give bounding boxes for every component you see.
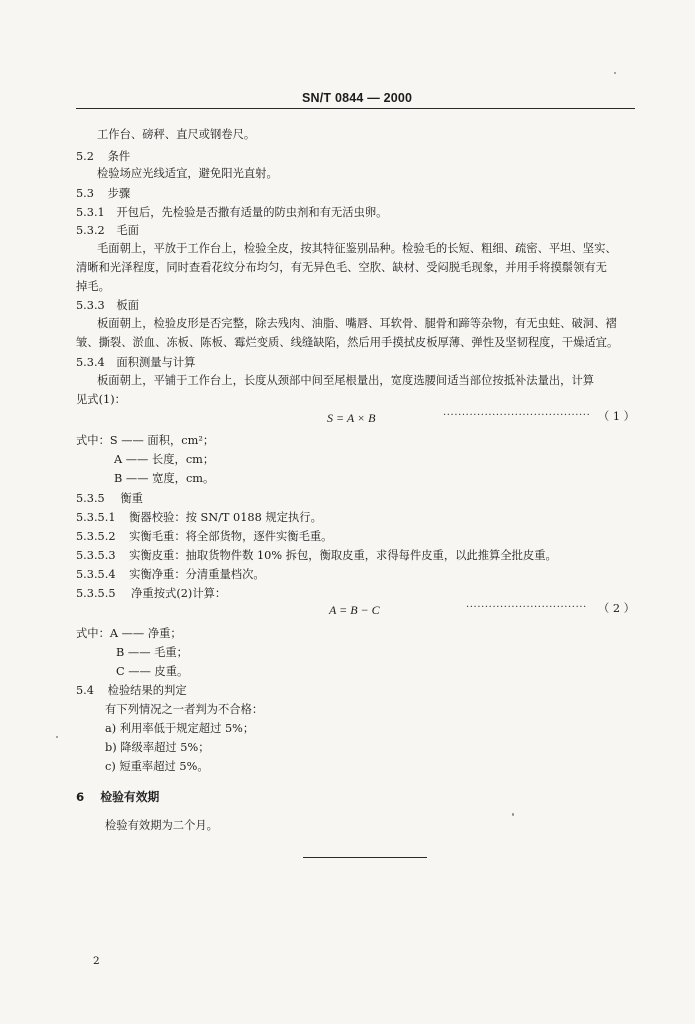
section-5-3-2-heading [76,224,139,238]
area-para-line-1: 板面朝上，平铺于工作台上，长度从颈部中间至尾根量出，宽度选腰间适当部位按抵补法量出，计算 [97,374,595,387]
section-title: 面积测量与计算 [116,356,196,369]
conditions-text: 检验场应光线适宜，避免阳光直射。 [97,167,278,180]
where-net: 式中：A —— 净重； [76,627,182,640]
section-number: 5.3.5.1 [76,511,116,524]
section-5-3-3-heading [76,299,139,313]
equation-2-leader: ································ [466,602,587,613]
section-5-2-heading [76,150,130,164]
section-number: 6 [76,790,85,804]
section-number: 5.3.5 [76,492,105,505]
judgement-intro: 有下列情况之一者判为不合格： [105,703,264,716]
hair-side-para-line-2: 清晰和光泽程度，同时查看花纹分布均匀，有无异色毛、空肷、缺材、受闷脱毛现象，并用手将摸鬃领有无 [76,261,607,274]
section-number: 5.3.1 [76,206,105,219]
scan-speck [614,72,616,74]
section-5-3-4-heading [76,356,195,370]
section-5-3-5-3 [76,549,557,563]
section-text: 实衡皮重：抽取货物件数 10% 拆包，衡取皮重，求得每件皮重，以此推算全批皮重。 [129,549,557,562]
hair-side-para-line-1: 毛面朝上，平放于工作台上，检验全皮，按其特征鉴别品种。检验毛的长短、粗细、疏密、平坦、坚实、 [97,242,617,255]
section-text: 开包后，先检验是否撒有适量的防虫剂和有无活虫卵。 [116,206,388,219]
section-5-3-5-5 [76,587,226,601]
section-title: 衡重 [120,492,143,505]
where-gross: B —— 毛重； [116,646,188,659]
section-5-3-heading [76,187,130,201]
section-5-3-1 [76,206,387,220]
header-rule [76,108,635,109]
scan-speck [56,736,58,738]
section-number: 5.3.3 [76,299,105,312]
equation-1-leader: ······································· [443,410,591,421]
area-para-line-2: 见式(1)： [76,393,126,406]
section-number: 5.4 [76,684,94,697]
section-title: 步骤 [107,187,131,200]
section-number: 5.3.4 [76,356,105,369]
section-text: 净重按式(2)计算： [131,587,227,600]
section-title: 板面 [116,299,139,312]
section-title: 条件 [107,150,131,163]
where-s: 式中：S —— 面积，cm²； [76,434,215,447]
section-5-3-5-1 [76,511,322,525]
section-number: 5.3.5.5 [76,587,116,600]
where-b: B —— 宽度，cm。 [114,472,215,485]
leather-side-para-line-2: 皱、撕裂、淤血、冻板、陈板、霉烂变质、线缝缺陷，然后用手摸拭皮板厚薄、弹性及坚韧程度，干燥适宜。 [76,336,619,349]
section-5-4-heading [76,684,187,698]
equation-2: A = B − C [329,603,380,617]
page-number: 2 [93,955,100,967]
section-number: 5.3.5.2 [76,530,116,543]
hair-side-para-line-3: 掉毛。 [76,280,110,293]
where-tare: C —— 皮重。 [116,665,189,678]
end-rule [303,857,427,858]
section-text: 衡器校验：按 SN/T 0188 规定执行。 [129,511,322,524]
leather-side-para-line-1: 板面朝上，检验皮形是否完整，除去残肉、油脂、嘴唇、耳软骨、腿骨和蹄等杂物，有无虫蛀、破洞、褶 [97,317,617,330]
section-number: 5.3.5.3 [76,549,116,562]
equation-1: S = A × B [327,411,376,425]
where-a: A —— 长度，cm； [114,453,215,466]
standard-code: SN/T 0844 — 2000 [302,91,413,105]
criterion-b: b) 降级率超过 5%； [105,741,210,754]
section-number: 5.3.5.4 [76,568,116,581]
scan-speck [512,813,514,816]
section-text: 实衡毛重：将全部货物，逐件实衡毛重。 [129,530,333,543]
section-5-3-5-heading [76,492,143,506]
section-title: 毛面 [116,224,139,237]
equation-2-number: （ 2 ） [598,602,635,615]
section-text: 实衡净重：分清重量档次。 [129,568,265,581]
section-title: 检验有效期 [100,790,160,804]
criterion-c: c) 短重率超过 5%。 [105,760,209,773]
equipment-line: 工作台、磅秤、直尺或钢卷尺。 [97,128,256,141]
section-title: 检验结果的判定 [107,684,187,697]
section-6-heading [76,790,159,804]
section-5-3-5-4 [76,568,265,582]
equation-1-number: （ 1 ） [598,410,635,423]
section-5-3-5-2 [76,530,332,544]
section-number: 5.2 [76,150,94,163]
criterion-a: a) 利用率低于规定超过 5%； [105,722,255,735]
section-number: 5.3 [76,187,94,200]
validity-text: 检验有效期为二个月。 [105,819,218,832]
section-number: 5.3.2 [76,224,105,237]
